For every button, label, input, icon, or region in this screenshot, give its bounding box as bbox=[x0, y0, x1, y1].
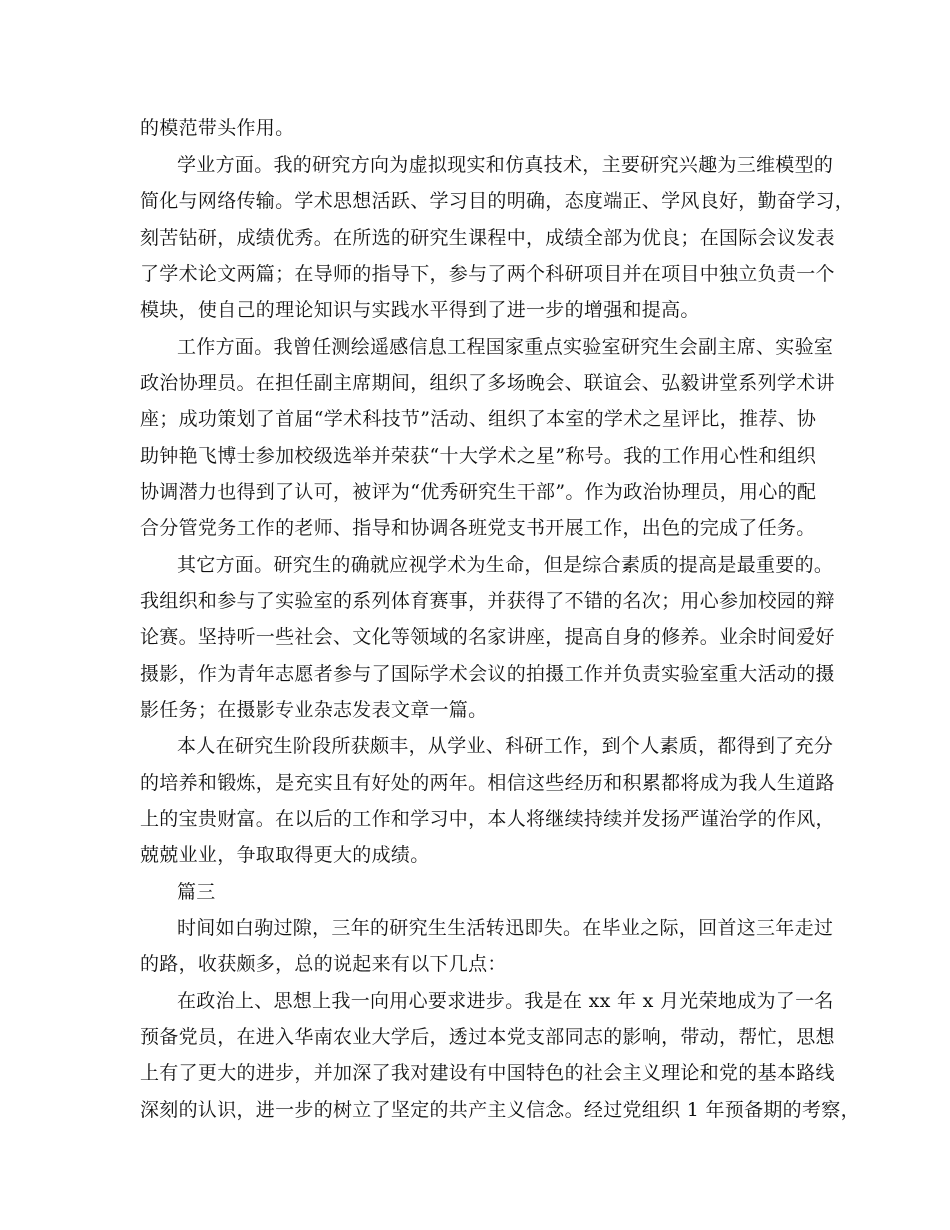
text-line: 论赛。坚持听一些社会、文化等领域的名家讲座，提高自身的修养。业余时间爱好 bbox=[140, 626, 835, 648]
text-line: 协调潜力也得到了认可，被评为“优秀研究生干部”。作为政治协理员，用心的配 bbox=[140, 481, 817, 503]
text-line: 模块，使自己的理论知识与实践水平得到了进一步的增强和提高。 bbox=[140, 299, 700, 321]
text-line: 兢兢业业，争取取得更大的成绩。 bbox=[140, 844, 430, 866]
text-line: 上的宝贵财富。在以后的工作和学习中，本人将继续持续并发扬严谨治学的作风， bbox=[140, 808, 835, 830]
text-line: 的培养和锻炼，是充实且有好处的两年。相信这些经历和积累都将成为我人生道路 bbox=[140, 772, 835, 794]
text-line: 的路，收获颇多，总的说起来有以下几点： bbox=[140, 953, 507, 975]
text-line: 的模范带头作用。 bbox=[140, 117, 295, 139]
text-line: 影任务；在摄影专业杂志发表文章一篇。 bbox=[140, 699, 488, 721]
text-line: 时间如白驹过隙，三年的研究生生活转迅即失。在毕业之际，回首这三年走过 bbox=[177, 917, 834, 939]
text-line: 座；成功策划了首届“学术科技节”活动、组织了本室的学术之星评比，推荐、协 bbox=[140, 408, 817, 430]
text-line: 工作方面。我曾任测绘遥感信息工程国家重点实验室研究生会副主席、实验室 bbox=[177, 336, 834, 358]
text-line: 刻苦钻研，成绩优秀。在所选的研究生课程中，成绩全部为优良；在国际会议发表 bbox=[140, 227, 835, 249]
text-line: 摄影，作为青年志愿者参与了国际学术会议的拍摄工作并负责实验室重大活动的摄 bbox=[140, 663, 835, 685]
text-line: 助钟艳飞博士参加校级选举并荣获“十大学术之星”称号。我的工作用心性和组织 bbox=[140, 445, 817, 467]
text-line: 在政治上、思想上我一向用心要求进步。我是在 xx 年 x 月光荣地成为了一名 bbox=[177, 990, 834, 1012]
text-line: 其它方面。研究生的确就应视学术为生命，但是综合素质的提高是最重要的。 bbox=[177, 554, 834, 576]
text-line: 简化与网络传输。学术思想活跃、学习目的明确，态度端正、学风良好，勤奋学习， bbox=[140, 190, 855, 212]
text-line: 学业方面。我的研究方向为虚拟现实和仿真技术，主要研究兴趣为三维模型的 bbox=[177, 154, 834, 176]
text-line: 合分管党务工作的老师、指导和协调各班党支书开展工作，出色的完成了任务。 bbox=[140, 517, 816, 539]
section-heading: 篇三 bbox=[177, 881, 216, 903]
text-line: 政治协理员。在担任副主席期间，组织了多场晚会、联谊会、弘毅讲堂系列学术讲 bbox=[140, 372, 835, 394]
text-line: 了学术论文两篇；在导师的指导下，参与了两个科研项目并在项目中独立负责一个 bbox=[140, 263, 835, 285]
text-line: 预备党员，在进入华南农业大学后，透过本党支部同志的影响，带动，帮忙，思想 bbox=[140, 1026, 835, 1048]
text-line: 上有了更大的进步，并加深了我对建设有中国特色的社会主义理论和党的基本路线 bbox=[140, 1062, 835, 1084]
text-line: 深刻的认识，进一步的树立了坚定的共产主义信念。经过党组织 1 年预备期的考察， bbox=[140, 1099, 860, 1121]
text-line: 我组织和参与了实验室的系列体育赛事，并获得了不错的名次；用心参加校园的辩 bbox=[140, 590, 835, 612]
text-line: 本人在研究生阶段所获颇丰，从学业、科研工作，到个人素质，都得到了充分 bbox=[177, 735, 834, 757]
